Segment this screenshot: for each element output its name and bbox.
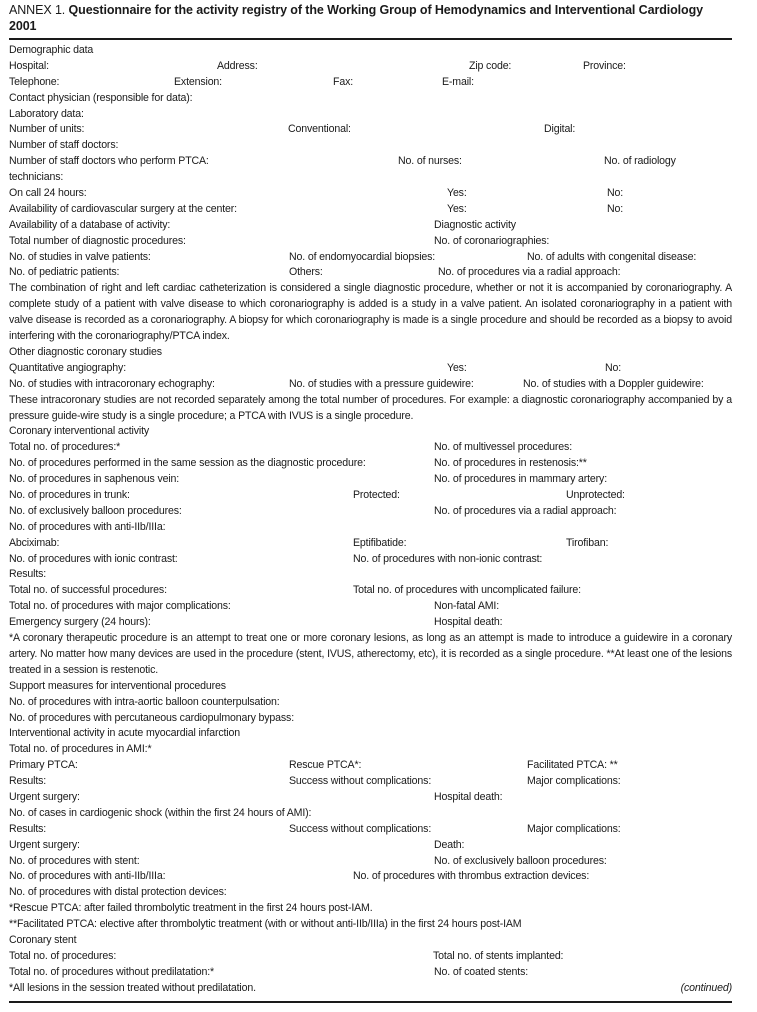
field-label: No. of procedures with distal protection devices: <box>9 886 227 899</box>
form-line <box>9 679 732 695</box>
field-label: No. of procedures with anti-IIb/IIIa: <box>9 520 166 533</box>
field-label: Telephone: <box>9 75 60 88</box>
field-label: Yes: <box>447 202 467 215</box>
form-line <box>9 981 732 997</box>
field-label: Total no. of procedures with major complications: <box>9 600 231 613</box>
field-label: No. of exclusively balloon procedures: <box>434 854 607 867</box>
annex-title <box>9 2 732 34</box>
field-label: Diagnostic activity <box>434 218 516 231</box>
form-line <box>9 122 732 138</box>
form-line <box>9 472 732 488</box>
form-line <box>9 265 732 281</box>
field-label: Yes: <box>447 187 467 200</box>
note-paragraph: These intracoronary studies are not recorded separately among the total number of procedures. For example: a diagnostic coronariography accompanied by a pressure guide-wire study is a single procedure; a PTCA with IVUS is a single procedure. <box>9 393 732 422</box>
field-label: No. of procedures with ionic contrast: <box>9 552 178 565</box>
form-line <box>9 917 732 933</box>
field-label: Urgent surgery: <box>9 838 80 851</box>
field-label: Coronary stent <box>9 934 77 947</box>
field-label: Number of units: <box>9 123 85 136</box>
field-label: Availability of cardiovascular surgery at the center: <box>9 202 237 215</box>
field-label: Results: <box>9 822 47 835</box>
field-label: No. of procedures with thrombus extraction devices: <box>353 870 590 883</box>
field-label: Rescue PTCA*: <box>289 759 362 772</box>
form-line <box>9 583 732 599</box>
field-label: No. of multivessel procedures: <box>434 441 572 454</box>
form-line <box>9 758 732 774</box>
field-label: No. of procedures in restenosis:** <box>434 457 587 470</box>
form-line <box>9 154 732 170</box>
field-label: No. of studies with a Doppler guidewire: <box>523 377 704 390</box>
field-label: No. of studies with a pressure guidewire: <box>289 377 474 390</box>
field-label: No. of studies in valve patients: <box>9 250 151 263</box>
field-label: Success without complications: <box>289 775 432 788</box>
field-label: No. of cases in cardiogenic shock (within the first 24 hours of AMI): <box>9 806 312 819</box>
form-line <box>9 806 732 822</box>
form-line <box>9 361 732 377</box>
form-line <box>9 695 732 711</box>
field-label: No: <box>605 361 622 374</box>
form-line <box>9 504 732 520</box>
continued-note: (continued) <box>680 981 732 994</box>
field-label: No. of endomyocardial biopsies: <box>289 250 436 263</box>
field-label: No. of adults with congenital disease: <box>527 250 697 263</box>
form-line <box>9 488 732 504</box>
form-line <box>9 250 732 266</box>
field-label: *All lesions in the session treated without predilatation. <box>9 981 256 994</box>
form-line <box>9 854 732 870</box>
field-label: No. of procedures via a radial approach: <box>434 504 617 517</box>
form-line <box>9 726 732 742</box>
form-line <box>9 949 732 965</box>
field-label: No: <box>607 202 624 215</box>
field-label: Non-fatal AMI: <box>434 600 500 613</box>
form-line <box>9 536 732 552</box>
field-label: No. of procedures in mammary artery: <box>434 473 607 486</box>
field-label: Contact physician (responsible for data): <box>9 91 193 104</box>
field-label: No. of coronariographies: <box>434 234 550 247</box>
field-label: No. of procedures in trunk: <box>9 489 130 502</box>
field-label: Eptifibatide: <box>353 536 407 549</box>
field-label: No. of procedures with percutaneous cardiopulmonary bypass: <box>9 711 294 724</box>
field-label: No. of procedures in saphenous vein: <box>9 473 180 486</box>
field-label: Total no. of procedures with uncomplicated failure: <box>353 584 581 597</box>
form-line <box>9 742 732 758</box>
field-label: Hospital death: <box>434 791 503 803</box>
field-label: No. of procedures with intra-aortic balloon counterpulsation: <box>9 695 280 708</box>
field-label: No. of procedures with stent: <box>9 854 140 867</box>
form-line <box>9 965 732 981</box>
form-line <box>9 59 732 75</box>
field-label: Other diagnostic coronary studies <box>9 345 162 358</box>
note-paragraph: *A coronary therapeutic procedure is an attempt to treat one or more coronary lesions, as long as an attempt is made to introduce a guidewire in a coronary artery. No matter how many devices are used in the procedure (stent, IVUS, atherectomy, etc), it is recorded as a single procedure. **At least one of the lesions treated in a session is restenotic. <box>9 632 732 676</box>
field-label: Total no. of procedures without predilatation:* <box>9 965 214 978</box>
form-line <box>9 901 732 917</box>
form-line <box>9 790 732 806</box>
field-label: No. of pediatric patients: <box>9 266 120 279</box>
field-label: Coronary interventional activity <box>9 425 150 438</box>
field-label: Quantitative angiography: <box>9 361 126 374</box>
field-label: **Facilitated PTCA: elective after thrombolytic treatment (with or without anti-IIb/IIIa) in the first 24 hours post-IAM <box>9 918 522 931</box>
form-line <box>9 822 732 838</box>
field-label: Total no. of procedures in AMI:* <box>9 743 152 756</box>
field-label: Number of staff doctors: <box>9 139 119 152</box>
form-line <box>9 218 732 234</box>
bottom-rule <box>9 1001 732 1003</box>
form-line <box>9 520 732 536</box>
field-label: *Rescue PTCA: after failed thrombolytic treatment in the first 24 hours post-IAM. <box>9 902 373 915</box>
form-line <box>9 377 732 393</box>
form-line <box>9 885 732 901</box>
field-label: Emergency surgery (24 hours): <box>9 616 151 629</box>
field-label: No. of procedures with non-ionic contrast: <box>353 552 543 565</box>
field-label: Results: <box>9 568 47 581</box>
field-label: No. of procedures with anti-IIb/IIIa: <box>9 870 166 883</box>
field-label: Results: <box>9 775 47 788</box>
form-line <box>9 711 732 727</box>
annex-title-text: Questionnaire for the activity registry of the Working Group of Hemodynamics and Interventional Cardiology 2001 <box>9 3 703 33</box>
field-label: No. of nurses: <box>398 155 462 168</box>
field-label: No. of exclusively balloon procedures: <box>9 504 182 517</box>
field-label: No. of procedures performed in the same session as the diagnostic procedure: <box>9 457 366 470</box>
field-label: Availability of a database of activity: <box>9 218 171 231</box>
field-label: Total no. of stents implanted: <box>433 949 564 962</box>
questionnaire-body <box>9 40 732 997</box>
field-label: Success without complications: <box>289 822 432 835</box>
field-label: Hospital death: <box>434 616 503 629</box>
form-line <box>9 43 732 59</box>
form-line <box>9 345 732 361</box>
form-line <box>9 599 732 615</box>
form-line <box>9 456 732 472</box>
form-line <box>9 75 732 91</box>
field-label: Tirofiban: <box>566 536 609 549</box>
form-line <box>9 615 732 631</box>
field-label: No. of radiology <box>604 155 676 168</box>
field-label: Address: <box>217 59 258 72</box>
field-label: Total no. of procedures: <box>9 949 117 962</box>
field-label: Urgent surgery: <box>9 791 80 803</box>
field-label: Laboratory data: <box>9 107 84 120</box>
field-label: Total no. of successful procedures: <box>9 584 167 597</box>
form-line <box>9 933 732 949</box>
field-label: Primary PTCA: <box>9 759 78 772</box>
field-label: Yes: <box>447 361 467 374</box>
form-line <box>9 552 732 568</box>
field-label: E-mail: <box>442 75 474 88</box>
field-label: On call 24 hours: <box>9 187 87 200</box>
form-line <box>9 567 732 583</box>
field-label: Major complications: <box>527 822 621 835</box>
form-line <box>9 838 732 854</box>
field-label: No. of studies with intracoronary echography: <box>9 377 215 390</box>
field-label: Death: <box>434 838 465 851</box>
field-label: No. of coated stents: <box>434 965 529 978</box>
form-line <box>9 202 732 218</box>
field-label: Demographic data <box>9 44 94 56</box>
field-label: Total no. of procedures:* <box>9 441 121 454</box>
form-line <box>9 170 732 186</box>
field-label: Interventional activity in acute myocardial infarction <box>9 727 240 740</box>
field-label: Province: <box>583 59 626 72</box>
field-label: Conventional: <box>288 123 351 136</box>
field-label: Unprotected: <box>566 489 625 502</box>
note-paragraph: The combination of right and left cardiac catheterization is considered a single diagnostic procedure, whether or not it is accompanied by coronariography. A complete study of a patient with valve disease to which coronariography is added is a study in a valve patient. An isolated coronariography in a patient with valve disease is recorded as a coronariography. A biopsy for which coronariography is made is a single procedure and should be recorded as a biopsy to avoid interfering with the coronariography/PTCA index. <box>9 282 732 343</box>
field-label: Facilitated PTCA: ** <box>527 759 618 772</box>
form-line <box>9 186 732 202</box>
form-line <box>9 440 732 456</box>
field-label: No. of procedures via a radial approach: <box>438 266 621 279</box>
field-label: Extension: <box>174 75 222 88</box>
document-page <box>9 2 732 997</box>
field-label: Abciximab: <box>9 536 60 549</box>
field-label: Total number of diagnostic procedures: <box>9 234 186 247</box>
field-label: Fax: <box>333 75 354 88</box>
field-label: No: <box>607 187 624 200</box>
field-label: Major complications: <box>527 775 621 788</box>
field-label: Hospital: <box>9 59 49 72</box>
form-line <box>9 234 732 250</box>
form-line <box>9 91 732 107</box>
field-label: Others: <box>289 266 323 279</box>
field-label: Support measures for interventional procedures <box>9 679 226 692</box>
form-line <box>9 774 732 790</box>
form-line <box>9 138 732 154</box>
annex-label: ANNEX 1. <box>9 3 66 17</box>
form-line <box>9 869 732 885</box>
field-label: Protected: <box>353 489 400 502</box>
field-label: technicians: <box>9 171 64 184</box>
field-label: Digital: <box>544 123 576 136</box>
form-line <box>9 107 732 123</box>
field-label: Number of staff doctors who perform PTCA: <box>9 155 209 168</box>
form-line <box>9 424 732 440</box>
field-label: Zip code: <box>469 59 512 72</box>
